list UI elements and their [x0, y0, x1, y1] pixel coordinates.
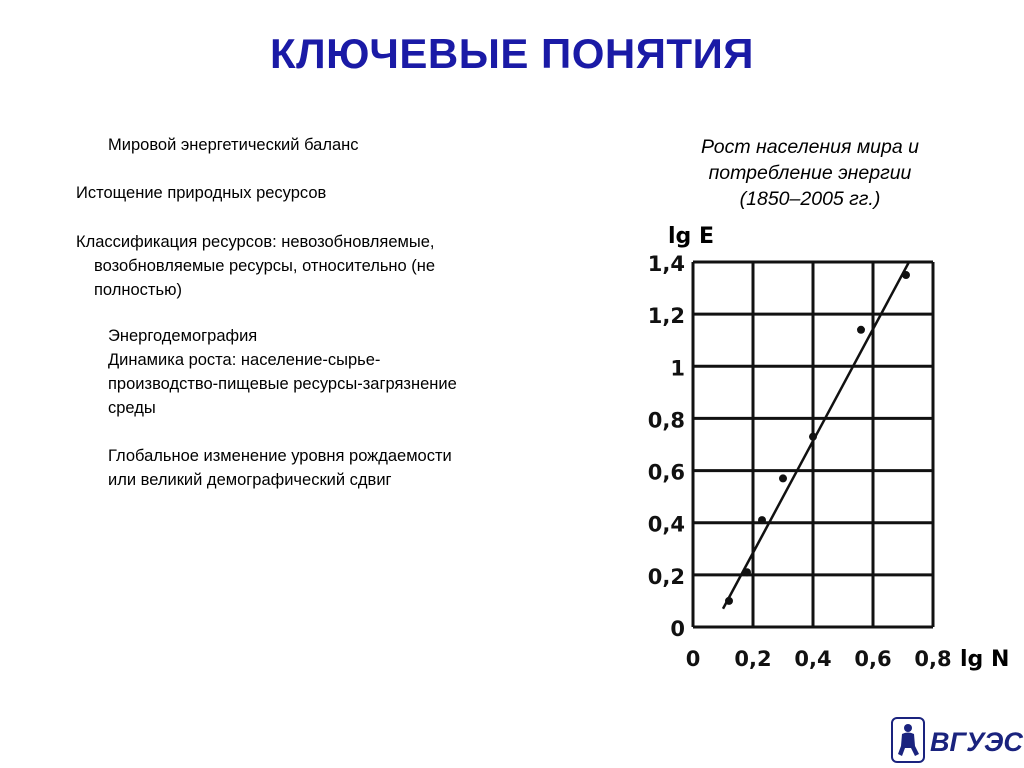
bullet-resource-depletion: Истощение природных ресурсов — [76, 184, 327, 202]
y-tick-label: 0,6 — [647, 460, 685, 485]
slide-title: КЛЮЧЕВЫЕ ПОНЯТИЯ — [270, 30, 754, 77]
bullet-resource-classification-line3: полностью) — [94, 281, 182, 299]
y-tick-label: 0,2 — [647, 564, 685, 589]
data-point — [758, 516, 766, 524]
bullet-energy-balance: Мировой энергетический баланс — [108, 136, 359, 154]
y-tick-label: 0 — [670, 617, 685, 641]
y-tick-labels — [648, 252, 685, 641]
bullet-resource-classification-line2: возобновляемые ресурсы, относительно (не — [94, 257, 436, 275]
bullet-resource-classification-line1: Классификация ресурсов: невозобновляемые, — [76, 233, 435, 251]
seated-figure-emblem-icon — [898, 724, 919, 756]
data-point — [725, 597, 733, 605]
x-tick-label: 0 — [685, 647, 701, 671]
bullet-growth-dynamics-line2: производство-пищевые ресурсы-загрязнение — [108, 375, 457, 393]
vguies-logo — [890, 716, 1022, 764]
bullet-growth-dynamics-line3: среды — [108, 399, 156, 417]
x-tick-label: 0,2 — [734, 647, 772, 671]
data-point — [857, 326, 865, 334]
x-tick-labels — [686, 647, 952, 671]
x-tick-label: 0,8 — [914, 647, 952, 671]
data-point — [809, 433, 817, 441]
data-point — [743, 568, 751, 576]
y-tick-label: 0,8 — [647, 408, 685, 433]
y-tick-label: 1 — [670, 356, 685, 381]
x-axis-label: lg N — [960, 647, 1010, 672]
y-tick-label: 1,4 — [647, 252, 685, 276]
y-axis-label: lg E — [668, 224, 714, 249]
x-tick-label: 0,4 — [794, 647, 832, 671]
y-tick-label: 1,2 — [647, 304, 685, 329]
energy-population-chart — [638, 215, 1010, 672]
x-tick-label: 0,6 — [854, 647, 892, 671]
chart-grid — [693, 262, 933, 627]
bullet-birthrate-change-line1: Глобальное изменение уровня рождаемости — [108, 447, 452, 465]
bullet-growth-dynamics-line1: Динамика роста: население-сырье- — [108, 351, 381, 369]
data-point — [779, 474, 787, 482]
bullet-energy-demography: Энергодемография — [108, 327, 258, 345]
data-point — [902, 271, 910, 279]
chart-caption — [660, 134, 960, 212]
chart-caption-line3: (1850–2005 гг.) — [739, 188, 881, 210]
chart-caption-line1: Рост населения мира и — [701, 136, 919, 158]
bullet-birthrate-change-line2: или великий демографический сдвиг — [108, 471, 392, 489]
chart-caption-line2: потребление энергии — [708, 162, 912, 184]
logo-text: ВГУЭС — [930, 727, 1023, 757]
y-tick-label: 0,4 — [647, 512, 685, 537]
